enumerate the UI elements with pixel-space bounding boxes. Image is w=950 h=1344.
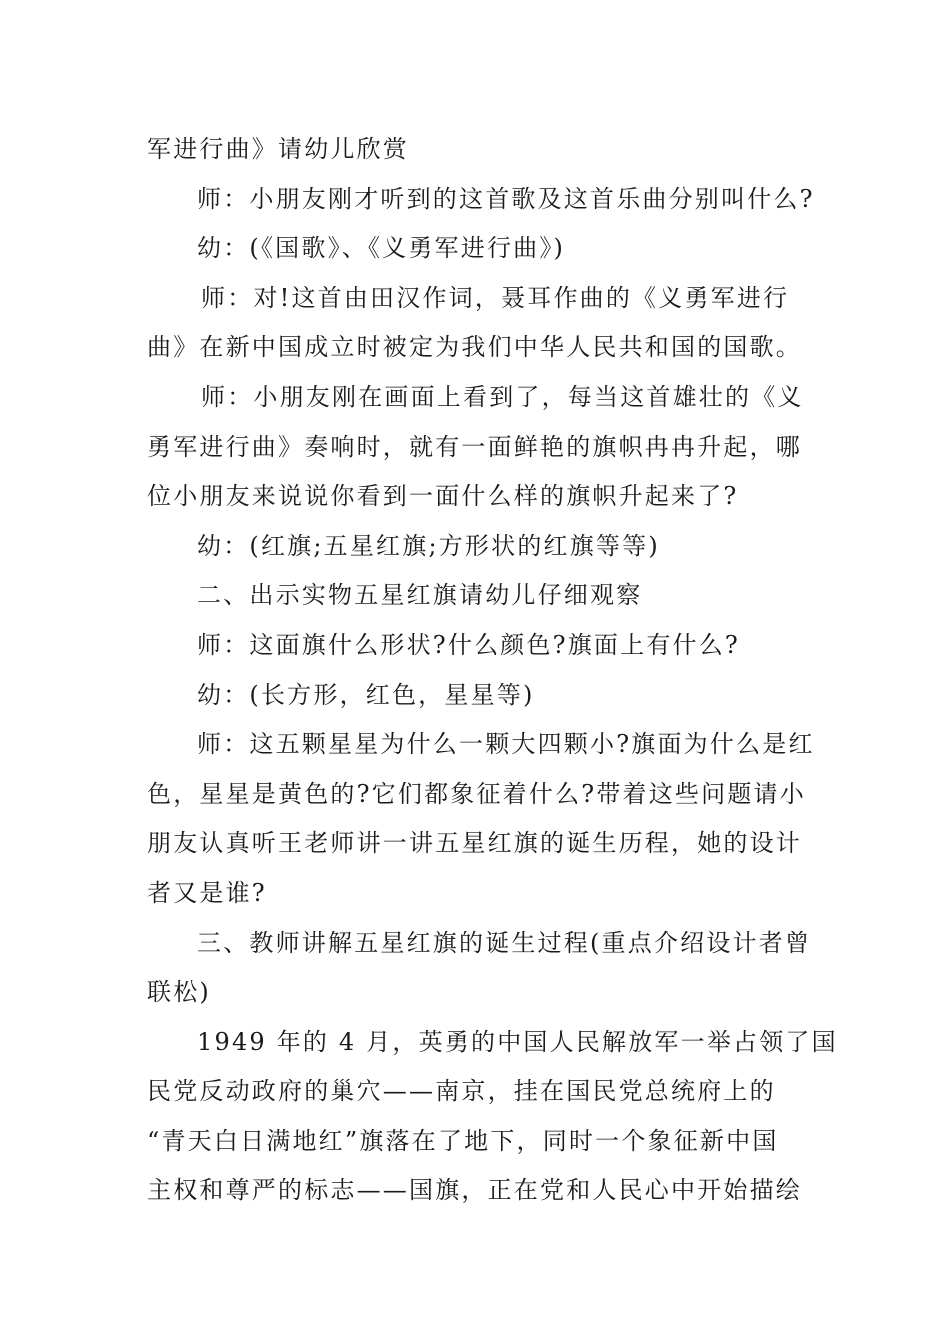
- text-line: 主权和尊严的标志——国旗，正在党和人民心中开始描绘: [147, 1176, 802, 1205]
- text-line: 师：这五颗星星为什么一颗大四颗小?旗面为什么是红: [197, 730, 815, 759]
- text-line: 联松): [147, 978, 211, 1007]
- text-line: 师：对!这首由田汉作词，聂耳作曲的《义勇军进行: [201, 283, 790, 312]
- text-line: 三、教师讲解五星红旗的诞生过程(重点介绍设计者曾: [197, 928, 812, 957]
- text-line: 1949 年的 4 月，英勇的中国人民解放军一举占领了国: [197, 1027, 838, 1056]
- text-line: 幼：(红旗;五星红旗;方形状的红旗等等): [197, 531, 660, 560]
- text-line: 色，星星是黄色的?它们都象征着什么?带着这些问题请小: [147, 779, 806, 808]
- text-line: 二、出示实物五星红旗请幼儿仔细观察: [197, 581, 643, 610]
- text-line: 师：这面旗什么形状?什么颜色?旗面上有什么?: [197, 630, 741, 659]
- text-line: “青天白日满地红”旗落在了地下，同时一个象征新中国: [147, 1126, 779, 1155]
- text-line: 位小朋友来说说你看到一面什么样的旗帜升起来了?: [147, 482, 739, 511]
- text-line: 曲》在新中国成立时被定为我们中华人民共和国的国歌。: [147, 333, 802, 362]
- text-line: 勇军进行曲》奏响时，就有一面鲜艳的旗帜冉冉升起，哪: [147, 432, 802, 461]
- text-line: 师：小朋友刚在画面上看到了，每当这首雄壮的《义: [201, 382, 804, 411]
- document-body: [147, 125, 838, 1216]
- text-line: 民党反动政府的巢穴——南京，挂在国民党总统府上的: [147, 1077, 776, 1106]
- text-line: 幼：(长方形，红色，星星等): [197, 680, 535, 709]
- text-line: 者又是谁?: [147, 878, 267, 907]
- text-line: 军进行曲》请幼儿欣赏: [147, 135, 409, 163]
- text-line: 师：小朋友刚才听到的这首歌及这首乐曲分别叫什么?: [197, 184, 815, 213]
- text-line: 幼：(《国歌》、《义勇军进行曲》): [197, 234, 566, 263]
- text-line: 朋友认真听王老师讲一讲五星红旗的诞生历程，她的设计: [147, 829, 802, 858]
